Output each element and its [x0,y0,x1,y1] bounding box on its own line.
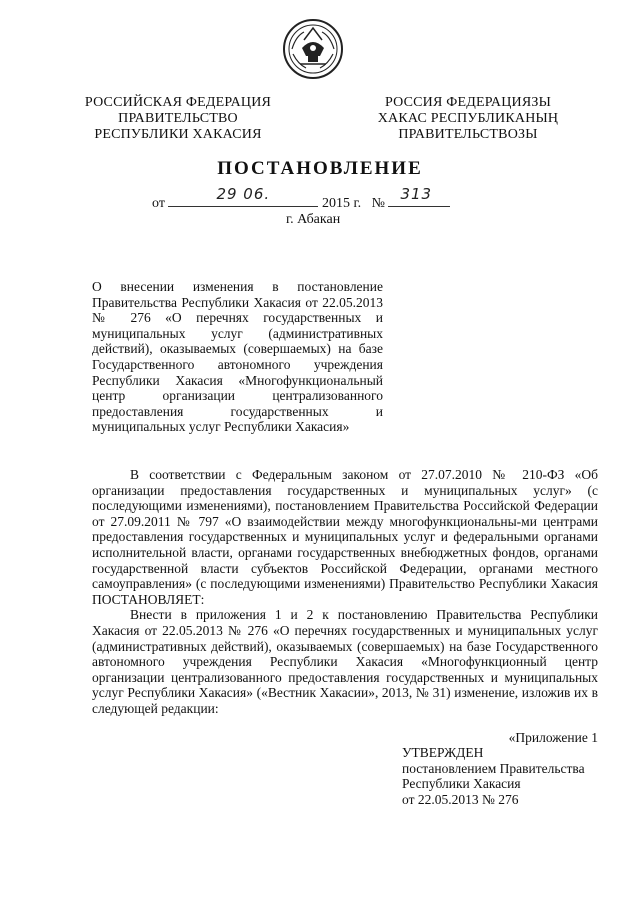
approved-line-2: Республики Хакасия [402,776,521,792]
approved-line-1: постановлением Правительства [402,760,585,776]
approved-line-3: от 22.05.2013 № 276 [402,791,519,807]
header-right-block [368,95,568,143]
number-handwritten: 313 [400,185,433,203]
body-text [92,467,598,717]
date-prefix: от [152,196,165,211]
year-label: 2015 г. [321,196,362,211]
coat-of-arms-emblem [282,18,344,80]
header-right-line-3: ПРАВИТЕЛЬСТВОЗЫ [398,127,538,142]
header-left-line-1: РОССИЙСКАЯ ФЕДЕРАЦИЯ [84,95,272,110]
number-field [388,185,450,207]
header-left-block [78,95,278,143]
header-right-line-2: ХАКАС РЕСПУБЛИКАНЫҢ [377,111,559,126]
date-number-line [152,185,492,212]
city-label: г. Абакан [286,212,341,227]
document-title: ПОСТАНОВЛЕНИЕ [217,158,423,179]
number-label: № [371,196,385,211]
date-handwritten: 29 06. [216,185,271,203]
date-field [168,185,318,207]
approved-title: УТВЕРЖДЕН [402,745,484,760]
header-left-line-2: ПРАВИТЕЛЬСТВО [118,111,238,126]
subject-block: О внесении изменения в постановление Правительства Республики Хакасия от 22.05.2013 № 276 «О перечнях государственных и муниципальных услуг (административных действий), оказываемых (совершаемых) на базе Государственного автономного учреждения Республики Хакасия «Многофункциональный центр организации централизованного предоставления государственных и муниципальных услуг Республики Хакасия» [92,279,383,435]
approved-block [402,745,602,807]
header-left-line-3: РЕСПУБЛИКИ ХАКАСИЯ [94,127,262,142]
body-paragraph-1: В соответствии с Федеральным законом от 27.07.2010 № 210-ФЗ «Об организации предоставления государственных и муниципальных услуг» (с последующими изменениями), постановлением Правительства Российской Федерации от 27.09.2011 № 797 «О взаимодействии между многофункциональны-ми центрами предоставления государственных и муниципальных услуг и федеральными органами исполнительной власти, органами государственных внебюджетных фондов, органами государственной власти субъектов Российской Федерации, органами местного самоуправления» (с последующими изменениями) Правительство Республики Хакасия ПОСТАНОВЛЯЕТ: [92,467,598,607]
header-right-line-1: РОССИЯ ФЕДЕРАЦИЯЗЫ [384,95,552,110]
body-paragraph-2: Внести в приложения 1 и 2 к постановлению Правительства Республики Хакасия от 22.05.2013 № 276 «О перечнях государственных и муниципальных услуг (административных действий), оказываемых (совершаемых) на базе Государственного автономного учреждения Республики Хакасия «Многофункционный центр организации централизованного предоставления государственных и муниципальных услуг Республики Хакасия» («Вестник Хакасии», 2013, № 31) изменение, изложив их в следующей редакции: [92,607,598,716]
appendix-label: «Приложение 1 [508,730,598,745]
